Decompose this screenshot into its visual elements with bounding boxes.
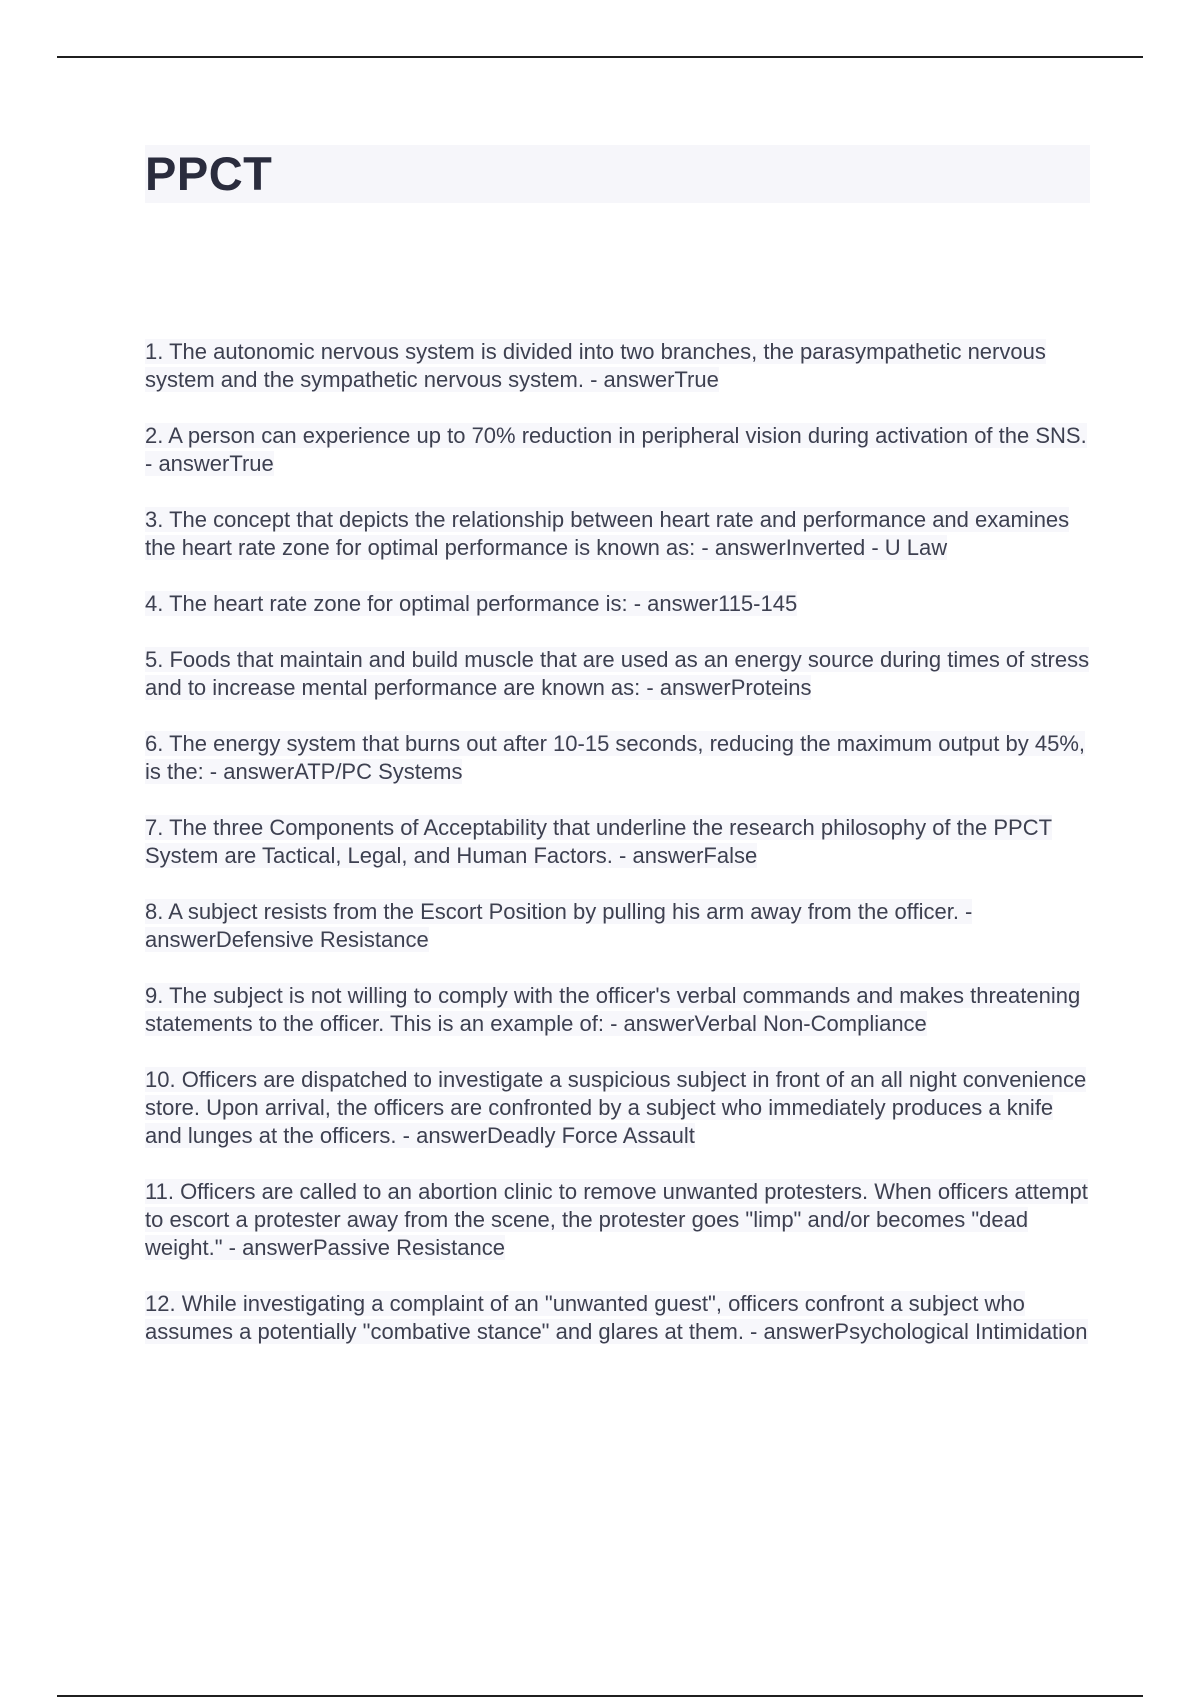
list-item (145, 898, 1090, 954)
list-item (145, 506, 1090, 562)
question-text: 11. Officers are called to an abortion clinic to remove unwanted protesters. When officers attempt to escort a protester away from the scene, the protester goes "limp" and/or becomes "dead weight." - answerPassive Resistance (145, 1179, 1088, 1260)
list-item (145, 422, 1090, 478)
page-title: PPCT (145, 147, 273, 200)
question-text: 5. Foods that maintain and build muscle that are used as an energy source during times of stress and to increase mental performance are known as: - answerProteins (145, 647, 1090, 700)
question-text: 9. The subject is not willing to comply with the officer's verbal commands and makes threatening statements to the officer. This is an example of: - answerVerbal Non-Compliance (145, 983, 1081, 1036)
top-divider (57, 56, 1143, 58)
question-text: 8. A subject resists from the Escort Position by pulling his arm away from the officer. - answerDefensive Resistance (145, 899, 973, 952)
list-item (145, 814, 1090, 870)
question-text: 2. A person can experience up to 70% reduction in peripheral vision during activation of the SNS. - answerTrue (145, 423, 1087, 476)
question-list (145, 338, 1090, 1374)
question-text: 4. The heart rate zone for optimal performance is: - answer115-145 (145, 591, 798, 616)
list-item (145, 1178, 1090, 1262)
question-text: 10. Officers are dispatched to investigate a suspicious subject in front of an all night convenience store. Upon arrival, the officers are confronted by a subject who immediately produces a knife and lunges at the officers. - answerDeadly Force Assault (145, 1067, 1087, 1148)
bottom-divider (57, 1695, 1143, 1697)
list-item (145, 1066, 1090, 1150)
question-text: 1. The autonomic nervous system is divided into two branches, the parasympathetic nervous system and the sympathetic nervous system. - answerTrue (145, 339, 1046, 392)
list-item (145, 590, 1090, 618)
title-background (145, 145, 1090, 203)
list-item (145, 338, 1090, 394)
list-item (145, 646, 1090, 702)
list-item (145, 982, 1090, 1038)
question-text: 12. While investigating a complaint of an "unwanted guest", officers confront a subject who assumes a potentially "combative stance" and glares at them. - answerPsychological Intimidation (145, 1291, 1088, 1344)
question-text: 6. The energy system that burns out after 10-15 seconds, reducing the maximum output by 45%, is the: - answerATP/PC Systems (145, 731, 1085, 784)
list-item (145, 1290, 1090, 1346)
question-text: 7. The three Components of Acceptability that underline the research philosophy of the PPCT System are Tactical, Legal, and Human Factors. - answerFalse (145, 815, 1053, 868)
question-text: 3. The concept that depicts the relationship between heart rate and performance and examines the heart rate zone for optimal performance is known as: - answerInverted - U Law (145, 507, 1070, 560)
list-item (145, 730, 1090, 786)
